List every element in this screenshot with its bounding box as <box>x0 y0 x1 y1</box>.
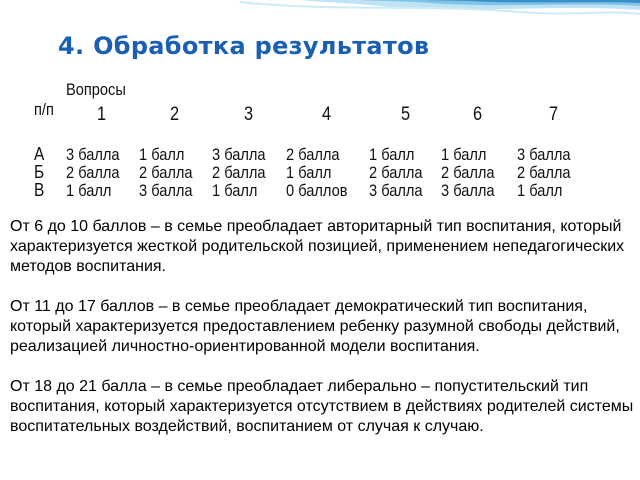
democratic-paragraph: От 11 до 17 баллов – в семье преобладает демократический тип воспитания, который характеризуется предоставлением ребенку разумной свободы действий, реализацией личностно-ориентированной модели воспитания. <box>10 298 620 355</box>
authoritarian-paragraph: От 6 до 10 баллов – в семье преобладает авторитарный тип воспитания, который характеризуется жесткой родительской позицией, применением непедагогических методов воспитания. <box>10 218 625 275</box>
table-cell: 3 балла <box>139 181 193 200</box>
question-number: 7 <box>549 104 559 125</box>
table-cell: 3 балла <box>212 145 266 164</box>
table-cell: 3 балла <box>441 181 495 200</box>
table-cell: 2 балла <box>286 145 340 164</box>
table-cell: 2 балла <box>369 163 423 182</box>
table-cell: 3 балла <box>517 145 571 164</box>
page-title: 4. Обработка результатов <box>58 32 430 60</box>
table-cell: 1 балл <box>369 145 415 164</box>
row-letter: В <box>34 180 45 200</box>
score-description <box>10 217 634 457</box>
table-cell: 1 балл <box>212 181 258 200</box>
question-number: 1 <box>97 104 107 125</box>
table-cell: 1 балл <box>517 181 563 200</box>
table-cell: 3 балла <box>369 181 423 200</box>
table-cell: 2 балла <box>66 163 120 182</box>
decorative-wave <box>0 0 640 34</box>
row-letter: А <box>34 144 45 164</box>
table-cell: 2 балла <box>212 163 266 182</box>
table-cell: 1 балл <box>66 181 112 200</box>
table-cell: 0 баллов <box>286 181 348 200</box>
table-cell: 3 балла <box>66 145 120 164</box>
table-cell: 2 балла <box>139 163 193 182</box>
question-number: 6 <box>473 104 483 125</box>
header-questions: Вопросы <box>66 80 126 99</box>
question-number: 3 <box>244 104 254 125</box>
table-cell: 2 балла <box>441 163 495 182</box>
header-row-label: п/п <box>34 100 54 119</box>
score-table <box>0 76 640 216</box>
question-number: 5 <box>401 104 411 125</box>
liberal-paragraph: От 18 до 21 балла – в семье преобладает либерально – попустительский тип воспитания, который характеризуется отсутствием в действиях родителей системы воспитательных воздействий, воспитанием от случая к случаю. <box>10 378 634 435</box>
table-cell: 1 балл <box>441 145 487 164</box>
table-cell: 1 балл <box>286 163 332 182</box>
question-number: 4 <box>322 104 332 125</box>
table-cell: 2 балла <box>517 163 571 182</box>
row-letter: Б <box>34 162 45 182</box>
table-cell: 1 балл <box>139 145 185 164</box>
question-number: 2 <box>170 104 180 125</box>
